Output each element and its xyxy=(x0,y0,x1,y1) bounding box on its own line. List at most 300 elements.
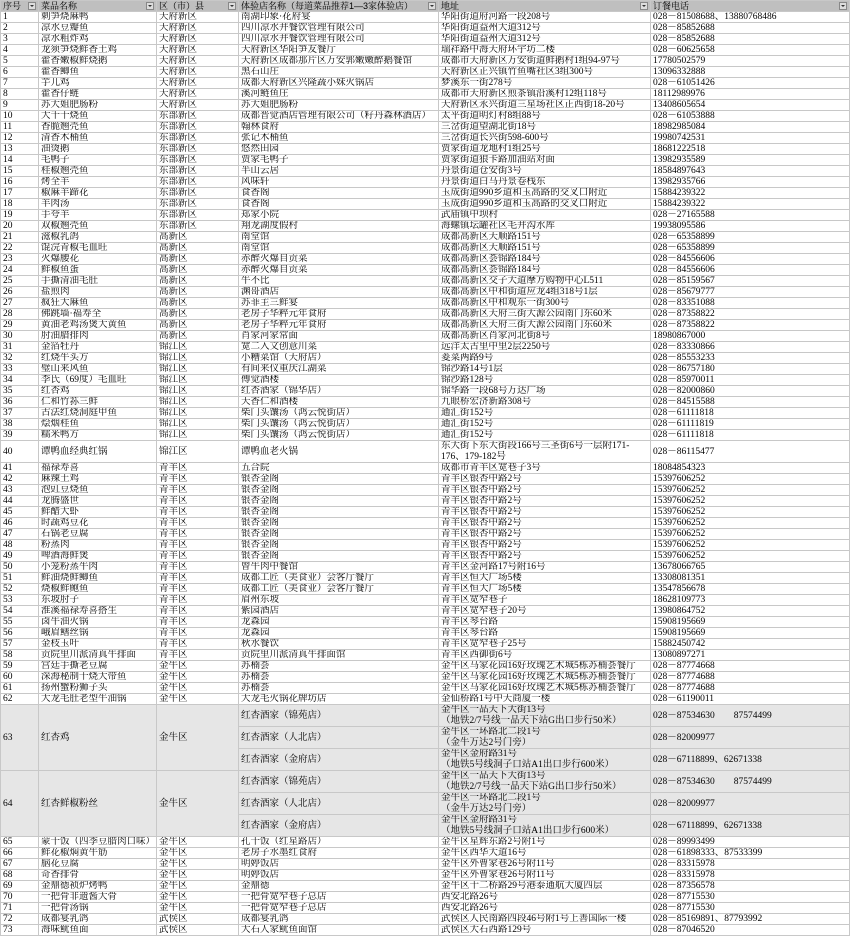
cell-shop-name: 明婷饭店 xyxy=(239,870,439,881)
cell-address: 锦华路一段68号万达广场 xyxy=(439,386,651,397)
cell-address: 太平街道明灯村8组88号 xyxy=(439,111,651,122)
cell-phone: 18628109773 xyxy=(651,595,850,606)
cell-shop-name: 食香阁 xyxy=(239,188,439,199)
cell-address: 青羊区金河路17号附16号 xyxy=(439,562,651,573)
cell-district: 金牛区 xyxy=(157,892,239,903)
cell-dish-name: 烧椒鲜鲍鱼 xyxy=(39,584,157,595)
cell-phone: 028－87715530 xyxy=(651,903,850,914)
cell-phone: 15908195669 xyxy=(651,617,850,628)
cell-phone: 028－85679777 xyxy=(651,287,850,298)
table-row xyxy=(1,562,850,573)
cell-row-number: 45 xyxy=(1,507,39,518)
cell-row-number: 63 xyxy=(1,705,39,771)
cell-phone: 028－61111818 xyxy=(651,430,850,441)
cell-district: 锦江区 xyxy=(157,430,239,441)
cell-address: 青羊区银杏中路2号 xyxy=(439,529,651,540)
cell-dish-name: 泡豇豆烧鱼 xyxy=(39,485,157,496)
header-cell-address[interactable]: 地址 xyxy=(439,1,651,12)
table-row xyxy=(1,639,850,650)
cell-address: 天府新区永兴街道三星场社区正西街18-20号 xyxy=(439,100,651,111)
table-row xyxy=(1,540,850,551)
cell-district: 东部新区 xyxy=(157,122,239,133)
header-cell-district[interactable]: 区（市）县 xyxy=(157,1,239,12)
address-line: 金牛区一环路北二段1号 xyxy=(441,793,541,803)
table-row xyxy=(1,463,850,474)
cell-district: 东部新区 xyxy=(157,210,239,221)
cell-district: 高新区 xyxy=(157,254,239,265)
cell-phone: 15397606252 xyxy=(651,507,850,518)
cell-district: 东部新区 xyxy=(157,144,239,155)
cell-district: 天府新区 xyxy=(157,34,239,45)
address-note: （地铁2/7号线一品天下站G出口步行50米） xyxy=(441,715,622,726)
cell-address xyxy=(439,815,651,837)
cell-shop-name: 老房子水墨红食府 xyxy=(239,848,439,859)
cell-address: 青羊区恒大广场5楼 xyxy=(439,584,651,595)
table-row xyxy=(1,848,850,859)
cell-phone: 028－65358899 xyxy=(651,232,850,243)
cell-phone: 028－87358822 xyxy=(651,309,850,320)
cell-address: 贾家街道狼卡路加油站对面 xyxy=(439,155,651,166)
cell-address: 青羊区银杏中路2号 xyxy=(439,474,651,485)
header-cell-shop[interactable]: 体验店名称（每道菜品推荐1—3家体验店） xyxy=(239,1,439,12)
cell-district: 青羊区 xyxy=(157,518,239,529)
cell-address: 成都高新区交子大道摩方购物中心L511 xyxy=(439,276,651,287)
cell-row-number: 24 xyxy=(1,265,39,276)
cell-phone: 18980867000 xyxy=(651,331,850,342)
cell-address: 青羊区宽窄巷子20号 xyxy=(439,606,651,617)
cell-shop-name: 柴门头馕汤（鸿云悦街店） xyxy=(239,419,439,430)
cell-address: 丹景街道仓安街3号 xyxy=(439,166,651,177)
cell-phone: 028－89993499 xyxy=(651,837,850,848)
cell-phone: 028－87534630 87574499 xyxy=(651,705,850,727)
cell-shop-name: 五合院 xyxy=(239,463,439,474)
cell-district: 高新区 xyxy=(157,331,239,342)
cell-dish-name: 深海秘制干烧大带鱼 xyxy=(39,672,157,683)
cell-row-number: 18 xyxy=(1,199,39,210)
cell-district: 青羊区 xyxy=(157,507,239,518)
table-row xyxy=(1,419,850,430)
cell-shop-name: 秋水餐饮 xyxy=(239,639,439,650)
cell-shop-name: 龙森园 xyxy=(239,628,439,639)
cell-district: 锦江区 xyxy=(157,419,239,430)
cell-row-number: 39 xyxy=(1,430,39,441)
header-cell-dish[interactable]: 菜品名称 xyxy=(39,1,157,12)
table-row xyxy=(1,122,850,133)
cell-shop-name: 苏楠荟 xyxy=(239,661,439,672)
cell-shop-name: 苏楠荟 xyxy=(239,683,439,694)
cell-district: 天府新区 xyxy=(157,89,239,100)
cell-phone: 15397606252 xyxy=(651,529,850,540)
cell-phone: 028－84515588 xyxy=(651,397,850,408)
cell-row-number: 59 xyxy=(1,661,39,672)
cell-district: 锦江区 xyxy=(157,408,239,419)
cell-address: 通汇街152号 xyxy=(439,419,651,430)
address-line: 金牛区一品天下大街13号 xyxy=(441,771,546,781)
cell-address: 金牛区星辉东路2号附1号 xyxy=(439,837,651,848)
cell-district: 锦江区 xyxy=(157,353,239,364)
cell-dish-name: 卤牛油火锅 xyxy=(39,617,157,628)
cell-district: 高新区 xyxy=(157,265,239,276)
cell-dish-name: 粉蒸肉 xyxy=(39,540,157,551)
filter-dropdown-icon[interactable] xyxy=(28,2,36,10)
cell-dish-name: 麻辣土鸡 xyxy=(39,474,157,485)
cell-dish-name: 金箔牡丹 xyxy=(39,342,157,353)
table-row xyxy=(1,320,850,331)
filter-dropdown-icon[interactable] xyxy=(428,2,436,10)
cell-row-number: 29 xyxy=(1,320,39,331)
cell-row-number: 27 xyxy=(1,298,39,309)
cell-dish-name: 鲜椒鱼蛋 xyxy=(39,265,157,276)
table-row xyxy=(1,881,850,892)
cell-shop-name: 红杏酒家（人北店） xyxy=(239,727,439,749)
cell-phone: 028－85553233 xyxy=(651,353,850,364)
cell-address: 西安北路26号 xyxy=(439,903,651,914)
cell-phone: 028－61898333、87533399 xyxy=(651,848,850,859)
cell-address: 成都高新区肖家河北街8号 xyxy=(439,331,651,342)
cell-phone: 15884239322 xyxy=(651,199,850,210)
cell-row-number: 54 xyxy=(1,606,39,617)
cell-shop-name: 南堂馆 xyxy=(239,232,439,243)
cell-row-number: 44 xyxy=(1,496,39,507)
cell-district: 高新区 xyxy=(157,232,239,243)
table-row xyxy=(1,188,850,199)
cell-shop-name: 南湖印象·花府宴 xyxy=(239,12,439,23)
cell-dish-name: 鲜花椒焖黄牛筋 xyxy=(39,848,157,859)
cell-district: 东部新区 xyxy=(157,111,239,122)
cell-dish-name: 凉水粗炸鸡 xyxy=(39,34,157,45)
cell-address: 金牛区马家花园16好玫瑰艺术城5栋苏楠荟餐厅 xyxy=(439,683,651,694)
cell-shop-name: 银杏金阁 xyxy=(239,507,439,518)
table-row xyxy=(1,309,850,320)
cell-row-number: 66 xyxy=(1,848,39,859)
filter-dropdown-icon[interactable] xyxy=(228,2,236,10)
table-row xyxy=(1,45,850,56)
cell-phone: 13678066765 xyxy=(651,562,850,573)
cell-row-number: 17 xyxy=(1,188,39,199)
cell-row-number: 26 xyxy=(1,287,39,298)
table-row xyxy=(1,331,850,342)
cell-row-number: 22 xyxy=(1,243,39,254)
cell-phone: 028－60625658 xyxy=(651,45,850,56)
cell-dish-name: 一把骨非遗酱大骨 xyxy=(39,892,157,903)
cell-row-number: 52 xyxy=(1,584,39,595)
cell-row-number: 64 xyxy=(1,771,39,837)
table-row xyxy=(1,650,850,661)
cell-dish-name: 红杏鲜椒粉丝 xyxy=(39,771,157,837)
cell-row-number: 70 xyxy=(1,892,39,903)
cell-row-number: 25 xyxy=(1,276,39,287)
cell-address xyxy=(439,749,651,771)
cell-address: 成都市天府新区煎茶镇沿溪村12组118号 xyxy=(439,89,651,100)
table-row xyxy=(1,166,850,177)
table-row xyxy=(1,243,850,254)
cell-row-number: 72 xyxy=(1,914,39,925)
cell-address: 成都高新区天府三街大源公园南门东60米 xyxy=(439,309,651,320)
cell-dish-name: 藿香鲫鱼 xyxy=(39,67,157,78)
cell-address: 通汇街152号 xyxy=(439,430,651,441)
cell-dish-name: 糯米鸭方 xyxy=(39,430,157,441)
cell-dish-name: 鲜醋大虾 xyxy=(39,507,157,518)
cell-shop-name: 风味轩 xyxy=(239,177,439,188)
cell-dish-name: 大龙毛肚老型牛油锅 xyxy=(39,694,157,705)
cell-shop-name: 成都天府新区兴隆蔬小妹火锅店 xyxy=(239,78,439,89)
cell-phone: 028－87356578 xyxy=(651,881,850,892)
table-row xyxy=(1,144,850,155)
cell-dish-name: 谭鸭血经典红锅 xyxy=(39,441,157,463)
cell-dish-name: 古法红烧洞庭甲鱼 xyxy=(39,408,157,419)
cell-phone: 15397606252 xyxy=(651,485,850,496)
cell-phone: 15884239322 xyxy=(651,188,850,199)
cell-district: 高新区 xyxy=(157,243,239,254)
cell-phone: 028－61111818 xyxy=(651,408,850,419)
cell-row-number: 46 xyxy=(1,518,39,529)
cell-address xyxy=(439,793,651,815)
table-row xyxy=(1,507,850,518)
cell-dish-name: 龙须笋烧鲜香土鸡 xyxy=(39,45,157,56)
cell-shop-name: 龙森园 xyxy=(239,617,439,628)
cell-address: 锦沙路128号 xyxy=(439,375,651,386)
cell-address: 远洋太古里中里2层2250号 xyxy=(439,342,651,353)
cell-district: 锦江区 xyxy=(157,386,239,397)
cell-row-number: 36 xyxy=(1,397,39,408)
cell-district: 锦江区 xyxy=(157,441,239,463)
filter-dropdown-icon[interactable] xyxy=(640,2,648,10)
cell-district: 青羊区 xyxy=(157,617,239,628)
cell-shop-name: 红杏酒家（金府店） xyxy=(239,815,439,837)
cell-address: 金仙桥路1号中天商厦一楼 xyxy=(439,694,651,705)
cell-row-number: 34 xyxy=(1,375,39,386)
cell-phone: 028－27165588 xyxy=(651,210,850,221)
cell-shop-name: 银杏金阁 xyxy=(239,474,439,485)
cell-address: 成都高新区中和观东一街300号 xyxy=(439,298,651,309)
cell-address: 瑞祥路中海天府环宇坊二楼 xyxy=(439,45,651,56)
cell-shop-name: 一把骨宽窄巷子总店 xyxy=(239,892,439,903)
cell-district: 金牛区 xyxy=(157,694,239,705)
cell-dish-name: 毛鸭子 xyxy=(39,155,157,166)
cell-dish-name: 苏大姐肥肠粉 xyxy=(39,100,157,111)
cell-address: 东大街下东大街段166号三圣街6号一层附171-176、179-182号 xyxy=(439,441,651,463)
cell-shop-name: 天府新区华阳笋友餐厅 xyxy=(239,45,439,56)
cell-address: 青羊区银杏中路2号 xyxy=(439,485,651,496)
cell-phone: 13547856678 xyxy=(651,584,850,595)
cell-dish-name: 璧山来风鱼 xyxy=(39,364,157,375)
cell-address: 三岔街道长兴街598-600号 xyxy=(439,133,651,144)
table-row xyxy=(1,155,850,166)
table-row xyxy=(1,617,850,628)
header-cell-phone[interactable]: 订餐电话 xyxy=(651,1,850,12)
cell-dish-name: 鲜油烧鲜鲫鱼 xyxy=(39,573,157,584)
cell-row-number: 23 xyxy=(1,254,39,265)
cell-phone: 18681222518 xyxy=(651,144,850,155)
cell-row-number: 53 xyxy=(1,595,39,606)
cell-address: 青羊区银杏中路2号 xyxy=(439,507,651,518)
cell-shop-name: 赤醉火爆自贡菜 xyxy=(239,254,439,265)
address-note: （地铁2/7号线一品天下站G出口步行50米） xyxy=(441,781,622,792)
cell-district: 青羊区 xyxy=(157,463,239,474)
address-line: 金牛区金府路31号 xyxy=(441,815,518,825)
cell-dish-name: 红杏鸡 xyxy=(39,705,157,771)
cell-shop-name: 溪河鲢鱼庄 xyxy=(239,89,439,100)
cell-address: 海螺镇坛罐社区毛井沟水库 xyxy=(439,221,651,232)
cell-district: 天府新区 xyxy=(157,100,239,111)
cell-phone: 18584897643 xyxy=(651,166,850,177)
cell-dish-name: 手夸羊 xyxy=(39,210,157,221)
address-line: 金牛区一品天下大街13号 xyxy=(441,705,546,715)
cell-row-number: 10 xyxy=(1,111,39,122)
table-row xyxy=(1,430,850,441)
cell-row-number: 71 xyxy=(1,903,39,914)
cell-phone: 028－85159567 xyxy=(651,276,850,287)
cell-shop-name: 紫园酒店 xyxy=(239,606,439,617)
cell-phone: 028－85852688 xyxy=(651,34,850,45)
table-row xyxy=(1,78,850,89)
table-row xyxy=(1,221,850,232)
cell-phone: 13982935589 xyxy=(651,155,850,166)
cell-district: 金牛区 xyxy=(157,848,239,859)
cell-district: 锦江区 xyxy=(157,364,239,375)
cell-shop-name: 银杏金阁 xyxy=(239,551,439,562)
cell-dish-name: 贡院里川派清真牛排面 xyxy=(39,650,157,661)
cell-row-number: 65 xyxy=(1,837,39,848)
cell-phone: 13080897271 xyxy=(651,650,850,661)
cell-address: 金牛区外曹家巷26号附11号 xyxy=(439,870,651,881)
cell-dish-name: 刺笋烧麻鸭 xyxy=(39,12,157,23)
cell-row-number: 16 xyxy=(1,177,39,188)
cell-address: 华阳街道益州大道312号 xyxy=(439,34,651,45)
cell-district: 金牛区 xyxy=(157,881,239,892)
table-row xyxy=(1,694,850,705)
table-row xyxy=(1,276,850,287)
cell-phone: 028－86115477 xyxy=(651,441,850,463)
table-row xyxy=(1,628,850,639)
cell-district: 东部新区 xyxy=(157,199,239,210)
filter-dropdown-icon[interactable] xyxy=(839,2,847,10)
cell-shop-name: 成都工匠（美食业）会客厅餐厅 xyxy=(239,584,439,595)
cell-row-number: 30 xyxy=(1,331,39,342)
cell-address: 青羊区琴台路 xyxy=(439,628,651,639)
cell-dish-name: 羊肉汤 xyxy=(39,199,157,210)
cell-dish-name: 藿香仔鲢 xyxy=(39,89,157,100)
cell-dish-name: 手撕清油毛肚 xyxy=(39,276,157,287)
cell-dish-name: 盐煎肉 xyxy=(39,287,157,298)
cell-row-number: 11 xyxy=(1,122,39,133)
cell-address: 成都高新区天顺路151号 xyxy=(439,232,651,243)
cell-phone: 19980742531 xyxy=(651,133,850,144)
cell-district: 金牛区 xyxy=(157,771,239,837)
cell-address: 青羊区琴台路 xyxy=(439,617,651,628)
cell-district: 青羊区 xyxy=(157,650,239,661)
cell-address: 玉成街道990乡道和玉高路的交叉口附近 xyxy=(439,199,651,210)
cell-district: 东部新区 xyxy=(157,166,239,177)
table-row xyxy=(1,837,850,848)
cell-shop-name: 老房子华粹元年食府 xyxy=(239,320,439,331)
cell-address: 武侯区大石西路129号 xyxy=(439,925,651,936)
cell-district: 东部新区 xyxy=(157,155,239,166)
cell-phone: 028－87358822 xyxy=(651,320,850,331)
cell-phone: 028－65358899 xyxy=(651,243,850,254)
cell-address: 玉成街道990乡道和玉高路的交叉口附近 xyxy=(439,188,651,199)
cell-shop-name: 四川凉水井餐饮管理有限公司 xyxy=(239,34,439,45)
table-row xyxy=(1,485,850,496)
cell-shop-name: 银杏金阁 xyxy=(239,529,439,540)
cell-phone: 028－67118899、62671338 xyxy=(651,815,850,837)
cell-phone: 028－81508688、13880768486 xyxy=(651,12,850,23)
table-row xyxy=(1,925,850,936)
table-row xyxy=(1,265,850,276)
address-line: 金牛区金府路31号 xyxy=(441,749,518,759)
cell-dish-name: 清香木桶鱼 xyxy=(39,133,157,144)
cell-address: 三岔街道望湖北街18号 xyxy=(439,122,651,133)
cell-shop-name: 赤醉火爆自贡菜 xyxy=(239,265,439,276)
cell-shop-name: 银杏金阁 xyxy=(239,485,439,496)
cell-shop-name: 红杏酒家（人北店） xyxy=(239,793,439,815)
cell-address: 青羊区西御街6号 xyxy=(439,650,651,661)
address-line: 金牛区一环路北二段1号 xyxy=(441,727,541,737)
cell-district: 金牛区 xyxy=(157,870,239,881)
cell-district: 金牛区 xyxy=(157,705,239,771)
cell-shop-name: 柴门头馕汤（鸿云悦街店） xyxy=(239,430,439,441)
cell-shop-name: 牛不比 xyxy=(239,276,439,287)
table-row xyxy=(1,683,850,694)
cell-phone: 028－87774688 xyxy=(651,672,850,683)
cell-shop-name: 肖家河家常面 xyxy=(239,331,439,342)
cell-district: 青羊区 xyxy=(157,584,239,595)
cell-shop-name: 老房子华粹元年食府 xyxy=(239,309,439,320)
filter-dropdown-icon[interactable] xyxy=(146,2,154,10)
cell-row-number: 35 xyxy=(1,386,39,397)
cell-address: 金牛区西华大道16号 xyxy=(439,848,651,859)
cell-phone: 028－87774688 xyxy=(651,683,850,694)
cell-shop-name: 银杏金阁 xyxy=(239,496,439,507)
cell-address: 通汇街152号 xyxy=(439,408,651,419)
cell-address: 青羊区宽窄巷子 xyxy=(439,595,651,606)
cell-dish-name: 一把骨汤锅 xyxy=(39,903,157,914)
cell-phone: 028－83315978 xyxy=(651,870,850,881)
cell-row-number: 40 xyxy=(1,441,39,463)
cell-shop-name: 黑石山庄 xyxy=(239,67,439,78)
table-row xyxy=(1,353,850,364)
cell-shop-name: 柴门头馕汤（鸿云悦街店） xyxy=(239,408,439,419)
cell-shop-name: 红杏酒家（锦华店） xyxy=(239,386,439,397)
cell-shop-name: 翔龙湖度假村 xyxy=(239,221,439,232)
table-row xyxy=(1,56,850,67)
cell-phone: 13982935766 xyxy=(651,177,850,188)
address-note: （金牛万达2号门旁） xyxy=(441,737,532,748)
cell-phone: 028－85852688 xyxy=(651,23,850,34)
cell-row-number: 15 xyxy=(1,166,39,177)
cell-shop-name: 贾家毛鸭子 xyxy=(239,155,439,166)
cell-dish-name: 馄浣青椒毛血旺 xyxy=(39,243,157,254)
cell-district: 天府新区 xyxy=(157,67,239,78)
table-row xyxy=(1,12,850,23)
cell-row-number: 49 xyxy=(1,551,39,562)
cell-address: 金牛区外曹家巷26号附11号 xyxy=(439,859,651,870)
cell-row-number: 69 xyxy=(1,881,39,892)
cell-shop-name: 大石人家鱿鱼面馆 xyxy=(239,925,439,936)
cell-phone: 15397606252 xyxy=(651,518,850,529)
header-cell-no[interactable]: 序号 xyxy=(1,1,39,12)
cell-dish-name: 脑花豆腐 xyxy=(39,859,157,870)
cell-row-number: 33 xyxy=(1,364,39,375)
cell-row-number: 9 xyxy=(1,100,39,111)
cell-address: 九眼桥宏济新路308号 xyxy=(439,397,651,408)
cell-address xyxy=(439,771,651,793)
cell-shop-name: 贡院里川派清真牛排面馆 xyxy=(239,650,439,661)
cell-phone: 15397606252 xyxy=(651,474,850,485)
table-row xyxy=(1,111,850,122)
table-row xyxy=(1,67,850,78)
cell-phone: 15908195669 xyxy=(651,628,850,639)
